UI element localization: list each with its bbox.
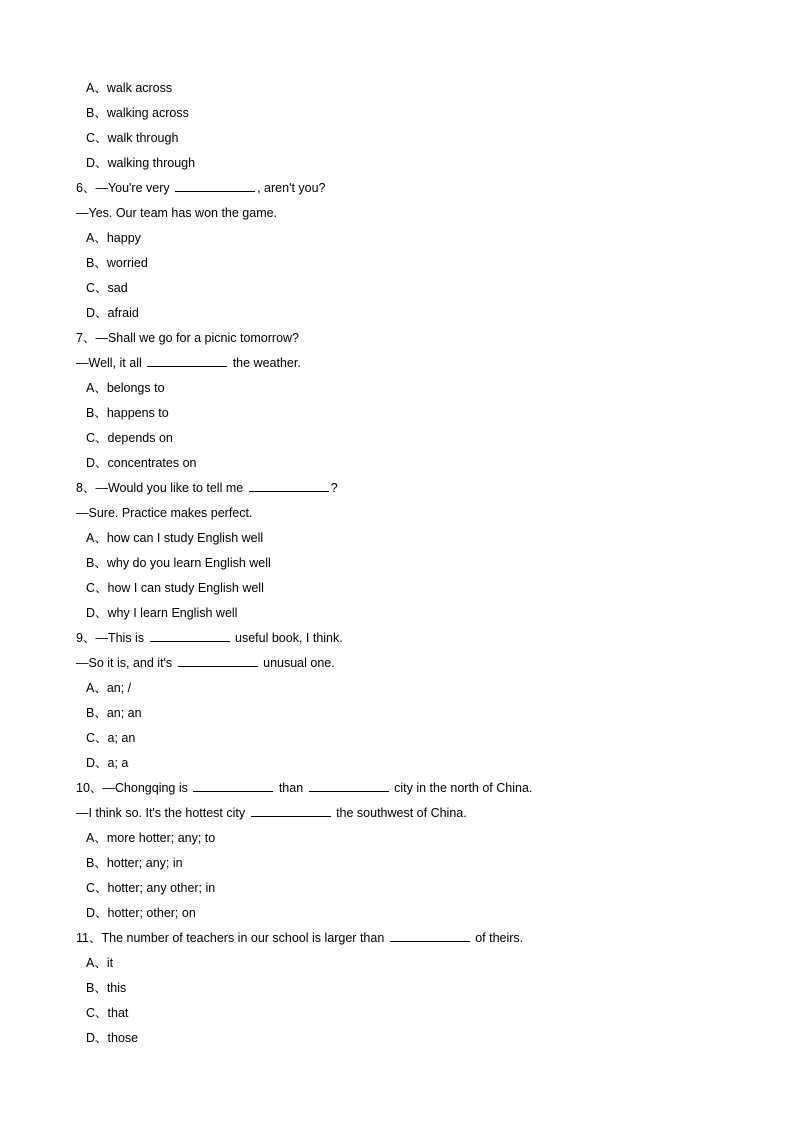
q5-option-a: A、walk across (86, 81, 173, 95)
q9-text-pre: —This is (95, 631, 148, 645)
q9-response-post: unusual one. (259, 656, 335, 670)
q7-option-c: C、depends on (86, 431, 173, 445)
answer-blank (175, 180, 255, 192)
answer-blank (390, 930, 470, 942)
question-number: 8、 (76, 481, 96, 495)
q10-response-post: the southwest of China. (332, 806, 467, 820)
q10-stem (76, 776, 734, 801)
answer-blank (178, 655, 258, 667)
q11-stem (76, 926, 734, 951)
question-number: 7、 (76, 331, 96, 345)
q10-option-b: B、hotter; any; in (86, 856, 183, 870)
q7-response-post: the weather. (229, 356, 301, 370)
q10-text-post: city in the north of China. (390, 781, 533, 795)
q10-response (76, 801, 734, 826)
q7-stem (76, 326, 734, 351)
question-number: 10、 (76, 781, 103, 795)
answer-blank (193, 780, 273, 792)
q11-text-post: of theirs. (471, 931, 524, 945)
q7-option-b: B、happens to (86, 406, 169, 420)
q11-option-b: B、this (86, 981, 127, 995)
q8-text-post: ? (330, 481, 338, 495)
q9-option-d: D、a; a (86, 756, 129, 770)
q5-option-b: B、walking across (86, 106, 189, 120)
q10-option-d: D、hotter; other; on (86, 906, 196, 920)
answer-blank (309, 780, 389, 792)
q8-option-b: B、why do you learn English well (86, 556, 271, 570)
q7-text: —Shall we go for a picnic tomorrow? (95, 331, 300, 345)
q10-option-a: A、more hotter; any; to (86, 831, 216, 845)
q11-option-d: D、those (86, 1031, 139, 1045)
q9-stem (76, 626, 734, 651)
q7-option-d: D、concentrates on (86, 456, 197, 470)
q11-text-pre: The number of teachers in our school is larger than (101, 931, 388, 945)
q9-option-a: A、an; / (86, 681, 132, 695)
q8-response: —Sure. Practice makes perfect. (76, 506, 253, 520)
q8-stem (76, 476, 734, 501)
answer-blank (150, 630, 230, 642)
q8-option-c: C、how I can study English well (86, 581, 264, 595)
q10-response-pre: —I think so. It's the hottest city (76, 806, 249, 820)
q10-text-pre: —Chongqing is (102, 781, 192, 795)
q5-option-c: C、walk through (86, 131, 179, 145)
q10-option-c: C、hotter; any other; in (86, 881, 216, 895)
q7-response (76, 351, 734, 376)
q9-response-pre: —So it is, and it's (76, 656, 176, 670)
answer-blank (249, 480, 329, 492)
q8-text-pre: —Would you like to tell me (95, 481, 247, 495)
q5-option-d: D、walking through (86, 156, 196, 170)
question-number: 6、 (76, 181, 96, 195)
q10-text-mid: than (275, 781, 307, 795)
q11-option-c: C、that (86, 1006, 129, 1020)
q8-option-a: A、how can I study English well (86, 531, 264, 545)
q6-option-a: A、happy (86, 231, 141, 245)
q6-option-b: B、worried (86, 256, 148, 270)
q7-response-pre: —Well, it all (76, 356, 146, 370)
q9-option-c: C、a; an (86, 731, 136, 745)
q6-response: —Yes. Our team has won the game. (76, 206, 278, 220)
question-number: 9、 (76, 631, 96, 645)
q8-option-d: D、why I learn English well (86, 606, 238, 620)
q9-option-b: B、an; an (86, 706, 142, 720)
q6-text-pre: —You're very (95, 181, 174, 195)
answer-blank (147, 355, 227, 367)
answer-blank (251, 805, 331, 817)
q11-option-a: A、it (86, 956, 114, 970)
q7-option-a: A、belongs to (86, 381, 165, 395)
q6-text-post: , aren't you? (257, 181, 326, 195)
q6-option-c: C、sad (86, 281, 128, 295)
question-number: 11、 (76, 931, 102, 945)
q6-option-d: D、afraid (86, 306, 139, 320)
q6-stem (76, 176, 734, 201)
q9-text-post: useful book, I think. (231, 631, 343, 645)
q9-response (76, 651, 734, 676)
